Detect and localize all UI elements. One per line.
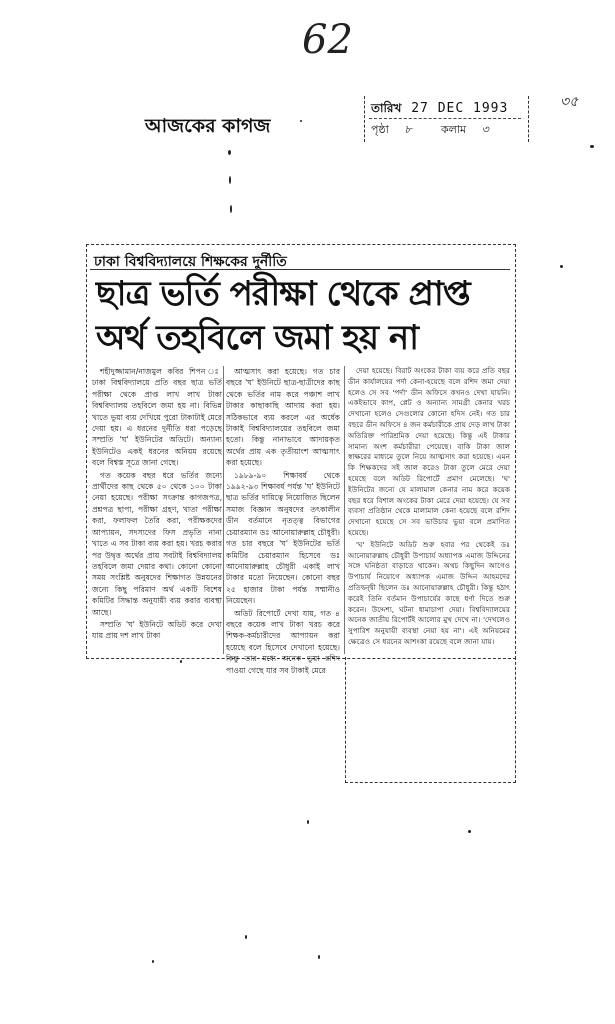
column2-paragraph: অডিট রিপোর্টে দেখা যায়, গত ৪ বছরে কয়েক লাখ টাকা খরচ করে শিক্ষক-কর্মচারীদের আপ্যায়ন করা হয়েছে বলে হিসেবে দেখানো হয়েছে। কিন্তু তার মধ্যে অনেক ভুয়া রশিদ পাওয়া গেছে যার সব টাকাই মেরে	[226, 608, 340, 675]
ink-speck	[230, 205, 232, 213]
ink-speck	[468, 830, 471, 833]
stamp-page-row	[371, 121, 489, 140]
ink-speck	[152, 960, 154, 963]
newspaper-name: আজকের কাগজ	[145, 115, 271, 137]
article-column-2	[226, 366, 340, 675]
column1-paragraph: গত কয়েক বছর ধরে ভর্তির জন্যে প্রার্থীদের কাছ থেকে ৫০ থেকে ১০০ টাকা নেয়া হয়েছে। পরীক্ষা সংক্রান্ত কাগজপত্র, প্রশ্নপত্র ছাপা, পরীক্ষা গ্রহণ, খাতা পরীক্ষা করা, ফলাফল তৈরি করা, পরীক্ষকদের আপ্যায়ন, সদস্যদের ফিস প্রভৃতি নানা খাতে এ সব টাকা ব্যয় করা হয়। খরচ করার পর উদ্বৃত্ত অর্থের প্রায় সবটাই বিশ্ববিদ্যালয় তহবিলে জমা দেয়ার কথা। কোনো কোনো সময় সংশ্লিষ্ট অনুষদের শিক্ষাগত উন্নয়নের জন্যে কিছু পরিমাণ অর্থ একটি বিশেষ কমিটির সিদ্ধান্ত অনুযায়ী ব্যয় করার ব্যবস্থা আছে।	[92, 470, 222, 617]
archive-stamp	[364, 96, 529, 142]
column2-paragraph: আত্মসাৎ করা হয়েছে। গত চার বছরে 'ঘ' ইউনিটে ছাত্র-ছাত্রীদের কাছ থেকে ভর্তির নাম করে পঞ্চাশ লাখ টাকার কাছাকাছি আদায় করা হয়। সঠিকভাবে ব্যয় করলে এর অর্ধেক টাকাই বিশ্ববিদ্যালয়ের তহবিলে জমা হতো। কিন্তু নানাভাবে আদায়কৃত অর্থের প্রায় এক তৃতীয়াংশ আত্মসাৎ করা হয়েছে।	[226, 367, 340, 468]
column1-paragraph: শহীদুজ্জামান/নাজমুল কবির শিপন ঃ ঢাকা বিশ্ববিদ্যালয়ে প্রতি বছর ছাত্র ভর্তি পরীক্ষা থেকে প্রাপ্ত লাখ লাখ টাকা বিশ্ববিদ্যালয় তহবিলে জমা হয় না। বিভিন্ন খাতে ভুয়া ব্যয় দেখিয়ে পুরো টাকাটাই মেরে দেয়া হয়। এ ধরনের দুর্নীতি ধরা পড়েছে সম্প্রতি 'ঘ' ইউনিটের অডিটে। অন্যান্য ইউনিটেও একই ধরনের অনিয়ম রয়েছে বলে বিশ্বস্ত সূত্রে জানা গেছে।	[92, 367, 222, 468]
handwritten-corner-number: ৩৫	[560, 94, 579, 110]
ink-speck	[300, 120, 302, 122]
stamp-column-label: কলাম	[440, 123, 467, 136]
article-headline-line1: ছাত্র ভর্তি পরীক্ষা থেকে প্রাপ্ত	[96, 274, 470, 314]
stamp-page-label: পৃষ্ঠা	[371, 123, 389, 136]
ink-speck	[245, 935, 247, 939]
ink-speck	[307, 820, 309, 824]
stamp-divider	[369, 118, 521, 119]
stamp-page-value: ৮	[404, 123, 412, 136]
column2-paragraph: ১৯৮৯-৯০ শিক্ষাবর্ষ থেকে ১৯৯২-৯৩ শিক্ষাবর্ষ পর্যন্ত 'ঘ' ইউনিটে ছাত্র ভর্তির দায়িত্বে নিয়োজিত ছিলেন সমাজ বিজ্ঞান অনুষদের তৎকালীন ডীন বর্তমানে নৃতত্ত্ব বিভাগের চেয়ারম্যান ডঃ আনোয়ারুল্লাহ চৌধুরী। গত চার বছরে 'ঘ' ইউনিটের ভর্তি কমিটির চেয়ারম্যান হিসেবে ডঃ আনোয়ারুল্লাহ চৌধুরী একাই লাখ টাকার মতো নিয়েছেন। কোনো বছর ২৫ হাজার টাকা পর্যন্ত সম্মানীও নিয়েছেন।	[226, 470, 340, 606]
ink-speck	[560, 265, 563, 268]
stamp-date-row	[371, 100, 508, 120]
column3-paragraph: 'ঘ' ইউনিটে অডিট শুরু হবার পর থেকেই ডঃ আনোয়ারুল্লাহ চৌধুরী উপাচার্য অধ্যাপক এমাজ উদ্দিনের সঙ্গে ঘনিষ্ঠতা বাড়াতে থাকেন। অথচ কিছুদিন আগেও উপাচার্য নিয়োগে অধ্যাপক এমাজ উদ্দিন আহমদের প্রতিদ্বন্দ্বী ছিলেন ডঃ আনোয়ারুল্লাহ চৌধুরী। কিন্তু হঠাৎ করেই তিনি বর্তমান উপাচার্যের কাছে ধর্ণা দিতে শুরু করেন। উদ্দেশ্য, ঘটনা ধামাচাপা দেয়া। বিশ্ববিদ্যালয়ের অনেক জাতীয় রিপোর্টই আলোর মুখ দেখে না। 'দেখলেও সুপারিশ অনুযায়ী ব্যবস্থা নেয়া হয় না'। এই অনিয়মের ক্ষেত্রেও সে ধরনের আশংকা রয়েছে বলে জানা যায়।	[348, 539, 510, 646]
stamp-date-value: 27 DEC 1993	[411, 101, 509, 116]
article-column-1	[92, 366, 222, 654]
column-divider	[344, 366, 345, 654]
column-divider	[223, 366, 224, 654]
column1-paragraph: সম্প্রতি 'ঘ' ইউনিটে অডিট করে দেখা যায় প্রায় দশ লাখ টাকা	[92, 619, 222, 641]
article-headline-line2: অর্থ তহবিলে জমা হয় না	[96, 318, 419, 358]
article-column-3	[348, 366, 510, 780]
stamp-date-label: তারিখ	[371, 101, 402, 115]
ink-speck	[228, 150, 231, 155]
handwritten-page-number: 62	[302, 17, 353, 63]
article-kicker: ঢাকা বিশ্ববিদ্যালয়ে শিক্ষকের দুর্নীতি	[94, 254, 287, 270]
column3-paragraph: দেয়া হয়েছে। বিরাট অংকের টাকা ব্যয় করে প্রতি বছর ডীন কার্যালয়ের পর্দা কেনা-হয়েছে বলে রশিদ জমা দেয়া হলেও সে সব 'পর্দা' ডীন অফিসে কখনও দেখা যায়নি। একইভাবে কাপ, প্লেট ও অন্যান্য সামগ্রী কেনার খরচ দেখানো হলেও সেগুলোর কোনো হদিস নেই। গত চার বছরে ডীন অফিসে ৪ জন কর্মচারীকে প্রায় দেড় লাখ টাকা অতিরিক্ত পারিশ্রমিক দেয়া হয়েছে। কিন্তু এই টাকার সামান্য অংশ কর্মচারীরা পেয়েছে। বাকি টাকা জাল স্বাক্ষরের মাধ্যমে তুলে নিয়ে আত্মসাৎ করা হয়েছে। এমন কি শিক্ষকদের সই জাল করেও টাকা তুলে মেরে দেয়া হয়েছে বলে অডিট রিপোর্টে প্রমাণ মেলেছে। 'ঘ' ইউনিটের জন্যে যে মালামাল কেনার নাম করে কয়েক বছর ধরে বিশাল অংকের টাকা মেরে দেয়া হয়েছে। যে সব ব্যবসা প্রতিষ্ঠান থেকে মালামাল কেনা হয়েছে বলে রশিদ দেখানো হয়েছে সে সব ভাউচার ভুয়া বলে প্রমাণিত হয়েছে।	[348, 366, 510, 537]
kicker-rule	[90, 269, 510, 270]
ink-speck	[180, 660, 182, 663]
ink-speck	[229, 176, 231, 184]
stamp-column-value: ৩	[481, 123, 489, 136]
ink-speck	[318, 955, 320, 959]
ink-speck	[590, 145, 594, 148]
